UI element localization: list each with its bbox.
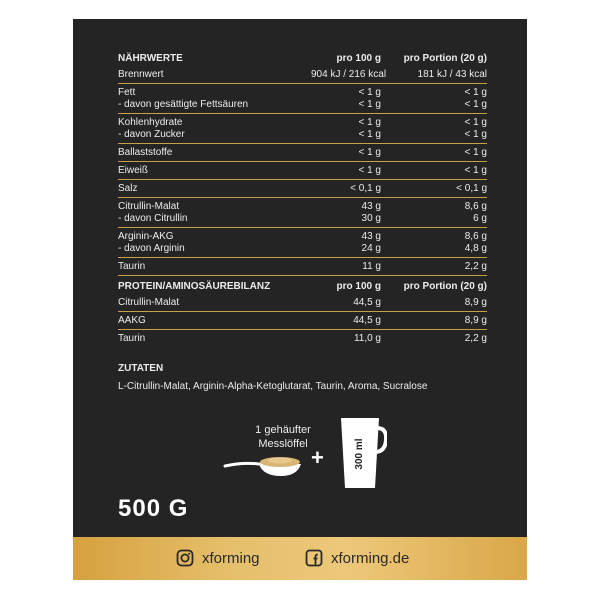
amino-cell-per100: 11,0 g bbox=[353, 333, 381, 344]
nutrition-header-portion: pro Portion (20 g) bbox=[403, 53, 487, 64]
scoop-label-line1: 1 gehäufter bbox=[255, 424, 311, 436]
nutrition-cell-name: Arginin-AKG bbox=[118, 231, 174, 242]
nutrition-cell-name: Salz bbox=[118, 183, 138, 194]
amino-group bbox=[118, 330, 487, 347]
plus-sign: + bbox=[311, 445, 324, 470]
nutrition-cell-portion: < 1 g bbox=[464, 87, 487, 98]
nutrition-cell-name: Taurin bbox=[118, 261, 146, 272]
scoop-label-line2: Messlöffel bbox=[258, 438, 308, 450]
nutrition-group bbox=[118, 258, 487, 276]
amino-cell-per100: 44,5 g bbox=[353, 297, 381, 308]
nutrition-cell-name: Fett bbox=[118, 87, 136, 98]
nutrition-cell-per100: 30 g bbox=[361, 213, 381, 224]
nutrition-cell-per100: 43 g bbox=[361, 201, 381, 212]
nutrition-table bbox=[118, 53, 487, 347]
nutrition-cell-portion: < 1 g bbox=[464, 147, 487, 158]
nutrition-cell-name: Citrullin-Malat bbox=[118, 201, 180, 212]
facebook-icon bbox=[305, 549, 323, 567]
amino-cell-portion: 2,2 g bbox=[464, 333, 487, 344]
amino-header-name: PROTEIN/AMINOSÄUREBILANZ bbox=[118, 281, 271, 292]
nutrition-cell-name: Brennwert bbox=[118, 69, 164, 80]
nutrition-cell-per100: < 1 g bbox=[358, 165, 381, 176]
nutrition-row bbox=[118, 117, 487, 129]
nutrition-cell-portion: < 1 g bbox=[464, 99, 487, 110]
footer-bar bbox=[73, 537, 527, 580]
nutrition-group bbox=[118, 114, 487, 144]
nutrition-cell-per100: 904 kJ / 216 kcal bbox=[311, 69, 387, 80]
nutrition-row bbox=[118, 243, 487, 255]
nutrition-row bbox=[118, 261, 487, 273]
nutrition-cell-portion: 6 g bbox=[473, 213, 487, 224]
amino-row bbox=[118, 333, 487, 345]
facebook-link[interactable] bbox=[305, 549, 409, 567]
nutrition-header-name: NÄHRWERTE bbox=[118, 53, 183, 64]
nutrition-cell-portion: 4,8 g bbox=[464, 243, 487, 254]
nutrition-group bbox=[118, 162, 487, 180]
nutrition-row bbox=[118, 201, 487, 213]
nutrition-cell-name: Kohlenhydrate bbox=[118, 117, 183, 128]
amino-cell-name: Taurin bbox=[118, 333, 146, 344]
nutrition-cell-name: - davon gesättigte Fettsäuren bbox=[118, 99, 249, 110]
nutrition-group bbox=[118, 228, 487, 258]
amino-cell-name: Citrullin-Malat bbox=[118, 297, 180, 308]
nutrition-row bbox=[118, 213, 487, 225]
nutrition-group bbox=[118, 144, 487, 162]
nutrition-body bbox=[118, 69, 487, 276]
amino-cell-portion: 8,9 g bbox=[464, 297, 487, 308]
instagram-icon bbox=[176, 549, 194, 567]
nutrition-cell-per100: 11 g bbox=[362, 261, 381, 272]
nutrition-row bbox=[118, 87, 487, 99]
nutrition-cell-per100: 43 g bbox=[361, 231, 381, 242]
amino-row bbox=[118, 315, 487, 327]
nutrition-cell-portion: < 1 g bbox=[464, 117, 487, 128]
amino-cell-portion: 8,9 g bbox=[464, 315, 487, 326]
nutrition-row bbox=[118, 165, 487, 177]
nutrition-cell-per100: < 1 g bbox=[358, 129, 381, 140]
shaker-cup-icon bbox=[331, 412, 387, 492]
package-weight: 500 G bbox=[118, 495, 189, 522]
label-panel bbox=[73, 19, 527, 580]
amino-row bbox=[118, 297, 487, 309]
nutrition-row bbox=[118, 147, 487, 159]
nutrition-cell-name: Ballaststoffe bbox=[118, 147, 173, 158]
nutrition-cell-per100: < 1 g bbox=[358, 117, 381, 128]
nutrition-cell-portion: 8,6 g bbox=[464, 201, 487, 212]
nutrition-header-row bbox=[118, 53, 487, 69]
ingredients-text: L-Citrullin-Malat, Arginin-Alpha-Ketoglutarat, Taurin, Aroma, Sucralose bbox=[118, 381, 428, 392]
ingredients-title: ZUTATEN bbox=[118, 363, 164, 374]
scoop-icon bbox=[223, 452, 303, 478]
instagram-link[interactable] bbox=[176, 549, 260, 567]
nutrition-cell-name: Eiweiß bbox=[118, 165, 149, 176]
nutrition-group bbox=[118, 84, 487, 114]
nutrition-cell-per100: 24 g bbox=[361, 243, 381, 254]
nutrition-cell-per100: < 1 g bbox=[358, 87, 381, 98]
facebook-handle: xforming.de bbox=[331, 549, 410, 567]
nutrition-cell-name: - davon Arginin bbox=[118, 243, 185, 254]
amino-header-row bbox=[118, 276, 487, 297]
nutrition-row bbox=[118, 183, 487, 195]
nutrition-cell-portion: < 1 g bbox=[464, 129, 487, 140]
nutrition-group bbox=[118, 198, 487, 228]
amino-header-portion: pro Portion (20 g) bbox=[403, 281, 487, 292]
nutrition-cell-portion: < 1 g bbox=[464, 165, 487, 176]
nutrition-cell-per100: < 1 g bbox=[358, 147, 381, 158]
nutrition-cell-per100: < 1 g bbox=[358, 99, 381, 110]
nutrition-group bbox=[118, 180, 487, 198]
amino-group bbox=[118, 297, 487, 312]
nutrition-cell-portion: 2,2 g bbox=[464, 261, 487, 272]
nutrition-cell-per100: < 0,1 g bbox=[350, 183, 381, 194]
amino-body bbox=[118, 297, 487, 347]
nutrition-cell-portion: < 0,1 g bbox=[456, 183, 487, 194]
amino-header-per100: pro 100 g bbox=[336, 281, 381, 292]
amino-group bbox=[118, 312, 487, 330]
nutrition-row bbox=[118, 231, 487, 243]
nutrition-row bbox=[118, 129, 487, 141]
nutrition-row bbox=[118, 69, 487, 81]
nutrition-cell-portion: 181 kJ / 43 kcal bbox=[417, 69, 487, 80]
shaker-label: 300 ml bbox=[354, 438, 365, 470]
nutrition-cell-name: - davon Zucker bbox=[118, 129, 185, 140]
instagram-handle: xforming bbox=[202, 549, 260, 567]
nutrition-cell-portion: 8,6 g bbox=[464, 231, 487, 242]
amino-cell-name: AAKG bbox=[118, 315, 146, 326]
amino-cell-per100: 44,5 g bbox=[353, 315, 381, 326]
nutrition-group bbox=[118, 69, 487, 84]
nutrition-row bbox=[118, 99, 487, 111]
nutrition-cell-name: - davon Citrullin bbox=[118, 213, 188, 224]
nutrition-header-per100: pro 100 g bbox=[336, 53, 381, 64]
